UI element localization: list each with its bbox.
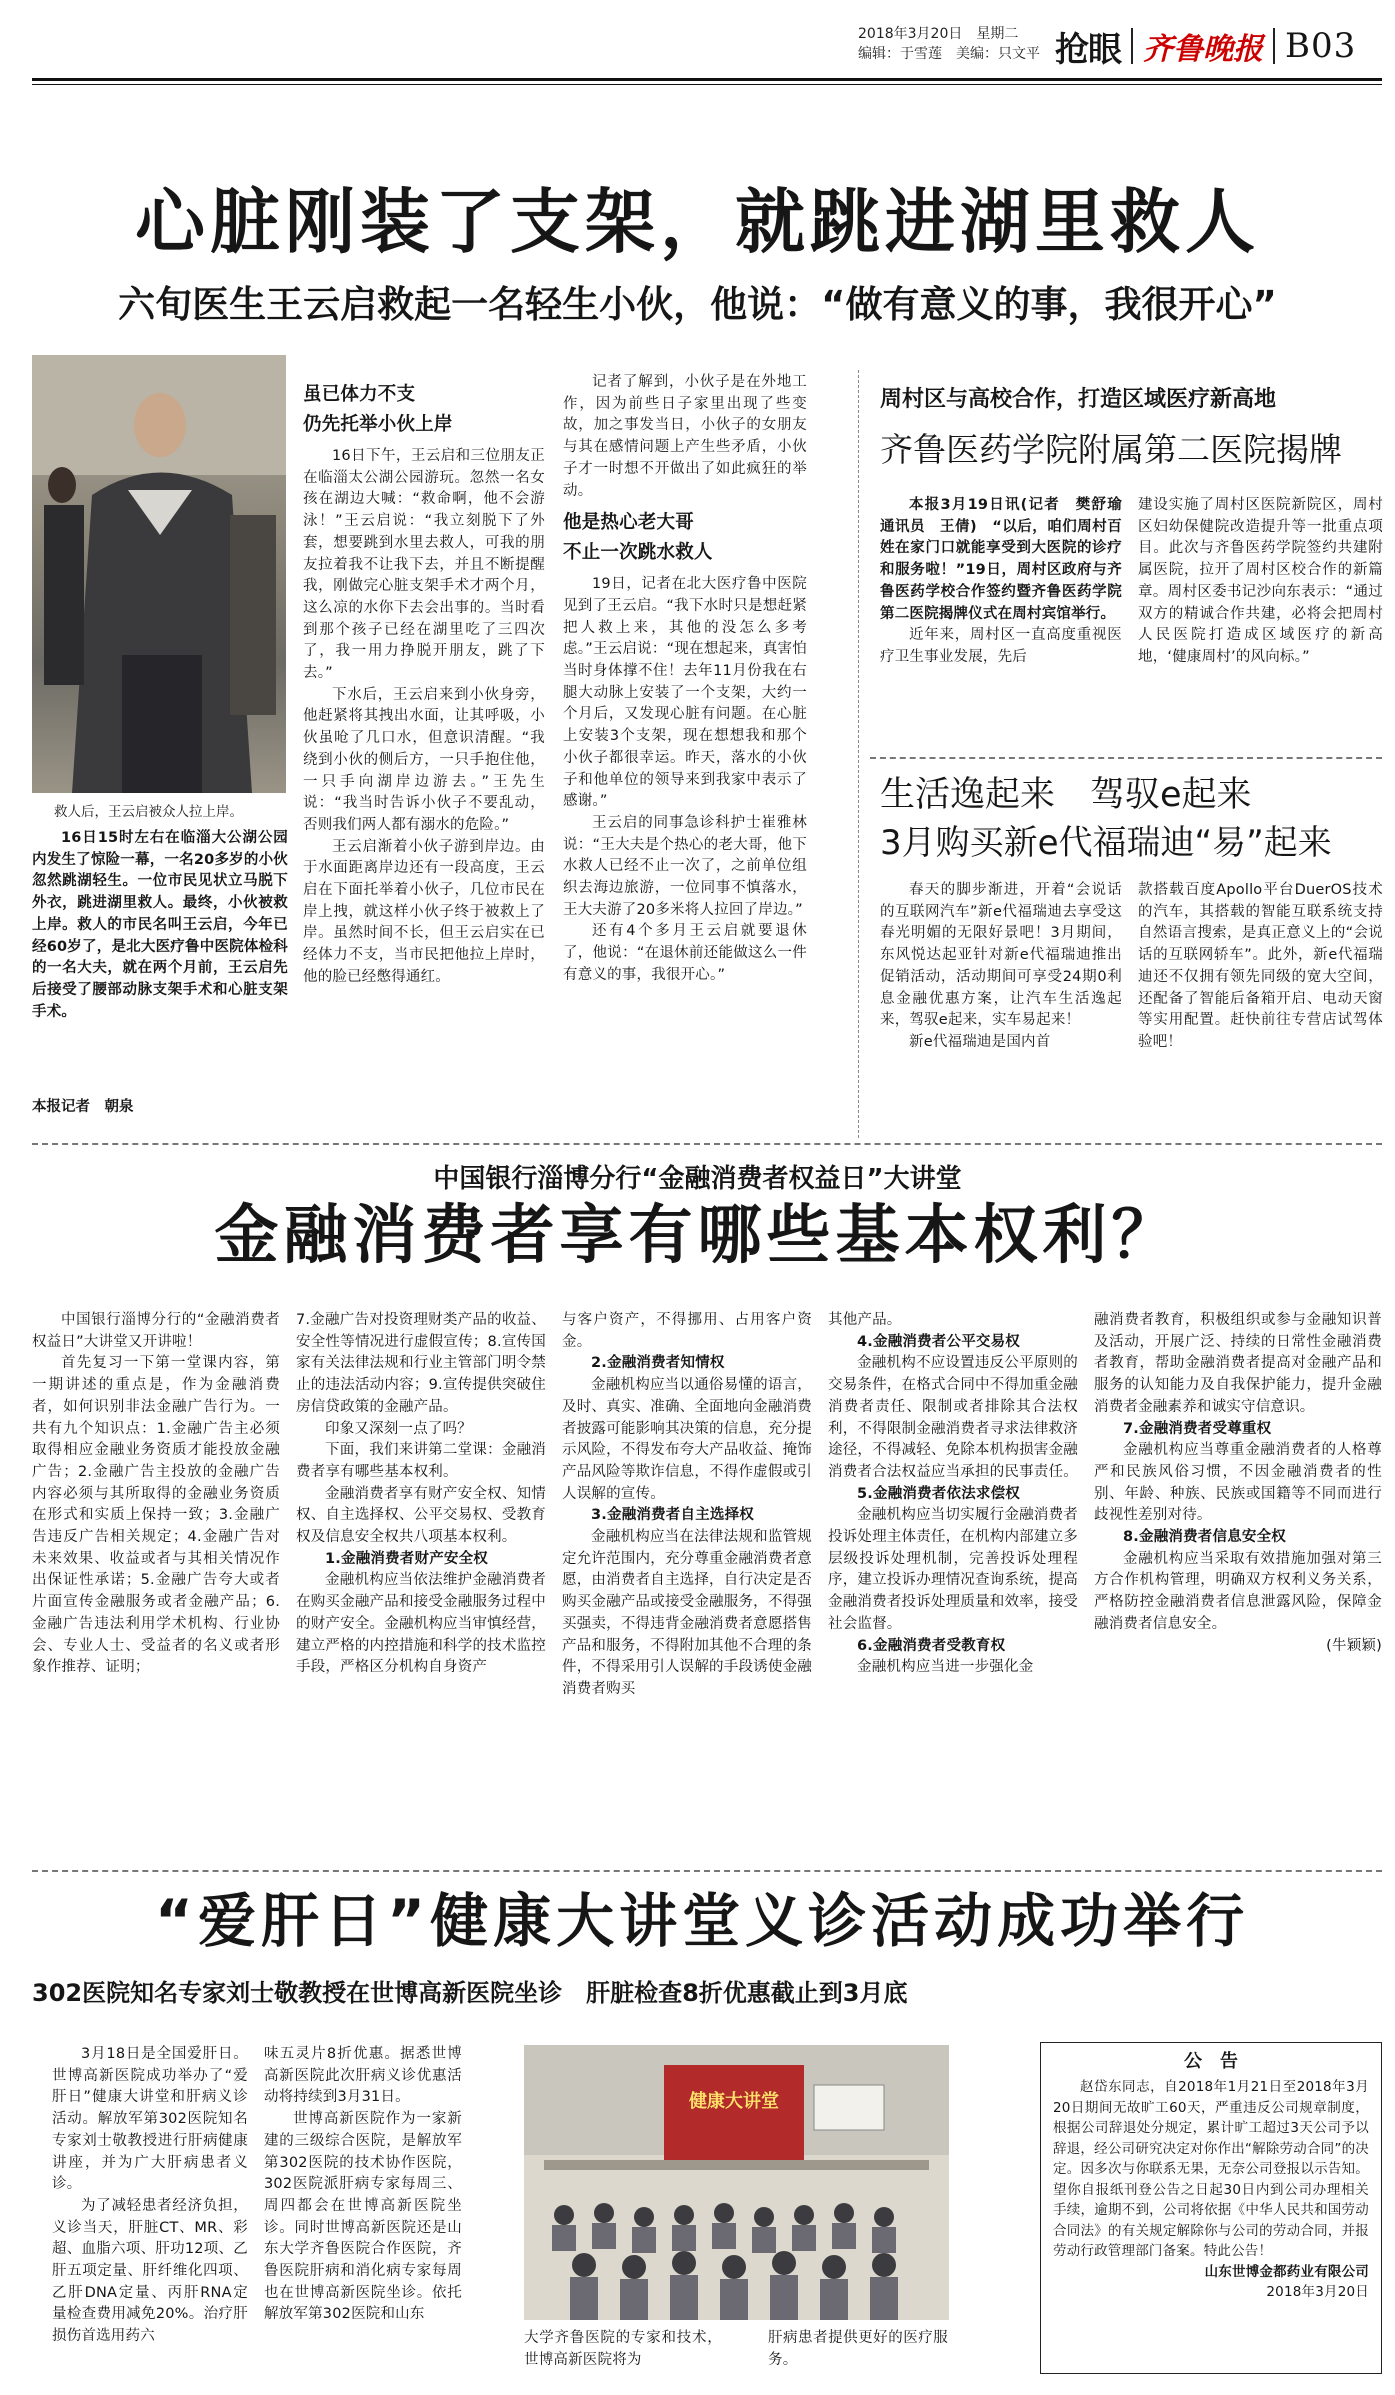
paragraph: 本报3月19日讯(记者 樊舒瑜 通讯员 王倩) “以后，咱们周村百姓在家门口就能享受到大医院的诊疗和服务啦！”19日，周村区政府与齐鲁医药学校合作签约暨齐鲁医药学院第二医院揭牌仪式在周村宾馆举行。	[880, 497, 1137, 622]
right-heading: 8.金融消费者信息安全权	[1123, 1529, 1286, 1546]
notice-title: 公 告	[1184, 2051, 1238, 2072]
paragraph: 味五灵片8折优惠。据悉世博高新医院此次肝病义诊优惠活动将持续到3月31日。	[264, 2046, 462, 2106]
paragraph: 金融机构应当进一步强化金	[857, 1659, 1034, 1676]
story1-byline: 本报记者 朝泉	[32, 1099, 134, 1115]
paragraph: 还有4个多月王云启就要退休了，他说：“在退休前还能做这么一件有意义的事，我很开心。”	[563, 923, 807, 983]
paragraph: 近年来，周村区一直高度重视医疗卫生事业发展，先后	[880, 627, 1122, 665]
story5-col2	[264, 2044, 462, 2326]
right-heading: 1.金融消费者财产安全权	[325, 1550, 488, 1567]
section-divider	[32, 1143, 1382, 1145]
story4-byline: (牛颖颖)	[1326, 1637, 1382, 1654]
paragraph: 王云启的同事急诊科护士崔雅林说：“王大夫是个热心的老大哥，他下水救人已经不止一次了，之前单位组织去海边旅游，一位同事不慎落水，王大夫游了20多米将人拉回了岸边。”	[563, 814, 807, 918]
story5-col4	[768, 2328, 948, 2371]
notice-company: 山东世博金都药业有限公司	[1204, 2263, 1369, 2280]
lecture-photo-illustration	[524, 2045, 949, 2320]
paragraph: 金融机构应当尊重金融消费者的人格尊严和民族风俗习惯，不因金融消费者的性别、年龄、种族、民族或国籍等不同而进行歧视性差别对待。	[1094, 1442, 1382, 1524]
paragraph: 春天的脚步渐进，开着“会说话的互联网汽车”新e代福瑞迪去享受这春光明媚的无限好景吧！3月期间，东风悦达起亚针对新e代福瑞迪推出促销活动，活动期间可享受24期0利息金融优惠方案，让汽车生活逸起来，驾驭e起来，实车易起来！	[880, 882, 1122, 1029]
header-masthead	[1055, 22, 1356, 70]
paragraph: 记者了解到，小伙子是在外地工作，因为前些日子家里出现了些变故，加之事发当日，小伙子的女朋友与其在感情问题上产生些矛盾，小伙子才一时想不开做出了如此疯狂的举动。	[563, 374, 807, 499]
paragraph: 新e代福瑞迪是国内首	[909, 1033, 1051, 1050]
paragraph: 款搭载百度Apollo平台DuerOS技术的汽车，其搭载的智能互联系统支持自然语言搜索，是真正意义上的“会说话的互联网轿车”。此外，新e代福瑞迪还不仅拥有领先同级的宽大空间，还配备了智能后备箱开启、电动天窗等实用配置。赶快前往专营店试驾体验吧！	[1138, 882, 1383, 1050]
banner-text: 健康大讲堂	[689, 2091, 779, 2112]
story1-headline: 心脏刚装了支架，就跳进湖里救人	[135, 180, 1260, 263]
page-number: B03	[1285, 26, 1357, 66]
paragraph: 融消费者教育，积极组织或参与金融知识普及活动，开展广泛、持续的日常性金融消费者教育，帮助金融消费者提高对金融产品和服务的认知能力及自我保护能力，提升金融消费者金融素养和诚实守信意识。	[1094, 1312, 1382, 1415]
story2-col-left	[880, 495, 1137, 669]
header-rule-thin	[32, 84, 1382, 85]
paragraph: 下水后，王云启来到小伙身旁，他赶紧将其拽出水面，让其呼吸，小伙虽呛了几口水，但意识清醒。“我绕到小伙的侧后方，一只手抱住他，一只手向湖岸边游去。”王先生说：“我当时告诉小伙子不要乱动，否则我们两人都有溺水的危险。”	[303, 686, 545, 833]
paragraph: 金融机构应当切实履行金融消费者投诉处理主体责任，在机构内部建立多层级投诉处理机制，完善投诉处理程序，建立投诉办理情况查询系统，提高金融消费者投诉处理质量和效率，接受社会监督。	[828, 1507, 1078, 1632]
notice-content	[1041, 2077, 1381, 2303]
right-heading: 5.金融消费者依法求偿权	[857, 1485, 1020, 1502]
notice-box	[1040, 2042, 1382, 2374]
story5-headline: “爱肝日”健康大讲堂义诊活动成功举行	[154, 1887, 1250, 1955]
section-name: 抢眼	[1055, 29, 1121, 70]
paragraph: 3月18日是全国爱肝日。世博高新医院成功举办了“爱肝日”健康大讲堂和肝病义诊活动。解放军第302医院知名专家刘士敬教授进行肝病健康讲座，并为广大肝病患者义诊。	[52, 2046, 248, 2193]
header-date: 2018年3月20日 星期二	[858, 26, 1019, 42]
story3-line1: 生活逸起来 驾驭e起来	[880, 775, 1252, 815]
section-divider	[870, 757, 1382, 759]
paragraph: 中国银行淄博分行的“金融消费者权益日”大讲堂又开讲啦！	[32, 1312, 280, 1350]
story2-title: 齐鲁医药学院附属第二医院揭牌	[880, 430, 1342, 469]
story4-col2	[296, 1310, 546, 1679]
notice-date: 2018年3月20日	[1266, 2284, 1369, 2300]
story2-kicker: 周村区与高校合作，打造区域医疗新高地	[880, 387, 1277, 412]
subhead-line: 他是热心老大哥	[563, 512, 694, 534]
paragraph: 为了减轻患者经济负担，义诊当天，肝脏CT、MR、彩超、血脂六项、肝功12项、乙肝五项定量、肝纤维化四项、乙肝DNA定量、丙肝RNA定量检查费用减免20%。治疗肝损伤首选用药六	[52, 2197, 248, 2345]
story3-line2: 3月购买新e代福瑞迪“易”起来	[880, 823, 1332, 863]
story5-col1	[52, 2044, 248, 2348]
paper-logo: 齐鲁晚报	[1143, 32, 1263, 67]
subhead-line: 虽已体力不支	[303, 384, 416, 405]
paragraph: 金融消费者享有财产安全权、知情权、自主选择权、公平交易权、受教育权及信息安全权共八项基本权利。	[296, 1485, 546, 1546]
lecture-photo	[524, 2045, 949, 2320]
header-divider	[1273, 28, 1275, 64]
story1-col2	[303, 380, 545, 989]
paragraph: 下面，我们来讲第二堂课：金融消费者享有哪些基本权利。	[296, 1442, 546, 1480]
paragraph: 19日，记者在北大医疗鲁中医院见到了王云启。“我下水时只是想赶紧把人救上来，其他的没怎么多考虑。”王云启说：“现在想起来，真害怕当时身体撑不住！去年11月份我在右腿大动脉上安装了一个支架，大约一个月后，又发现心脏有问题。在心脏上安装3个支架，现在想想我和那个小伙子都很幸运。昨天，落水的小伙子和他单位的领导来到我家中表示了感谢。”	[563, 576, 807, 810]
paragraph: 16日下午，王云启和三位朋友正在临淄太公湖公园游玩。忽然一名女孩在湖边大喊：“救命啊，他不会游泳！”王云启说：“我立刻脱下了外套，想要跳到水里去救人，可我的朋友拉着我不让我下去，并且不断提醒我，刚做完心脏支架手术才两个月，这么凉的水你下去会出事的。当时看到那个孩子已经在湖里吃了三四次了，我一用力挣脱开朋友，跳了下去。”	[303, 448, 545, 682]
header-divider	[1131, 28, 1133, 64]
paragraph: 大学齐鲁医院的专家和技术，世博高新医院将为	[524, 2330, 722, 2368]
paragraph: 世博高新医院作为一家新建的三级综合医院，是解放军第302医院的技术协作医院，302医院派肝病专家每周三、周四都会在世博高新医院坐诊。同时世博高新医院还是山东大学齐鲁医院合作医院，齐鲁医院肝病和消化病专家每周也在世博高新医院坐诊。依托解放军第302医院和山东	[264, 2111, 462, 2323]
paragraph: 首先复习一下第一堂课内容，第一期讲述的重点是，作为金融消费者，如何识别非法金融广告行为。一共有九个知识点：1.金融广告主必须取得相应金融业务资质才能投放金融广告；2.金融广告主投放的金融广告内容必须与其所取得的金融业务资质在形式和实质上保持一致；3.金融广告违反广告相关规定；4.金融广告对未来效果、收益或者与其相关情况作出保证性承诺；5.金融广告夸大或者片面宣传金融服务或者金融产品；6.金融广告违法利用学术机构、行业协会、专业人士、受益者的名义或者形象作推荐、证明；	[32, 1355, 280, 1676]
photo-caption: 救人后，王云启被众人拉上岸。	[54, 804, 243, 820]
subhead-line: 仍先托举小伙上岸	[303, 414, 453, 435]
notice-body: 赵岱东同志，自2018年1月21日至2018年3月20日期间无故旷工60天，严重违反公司规章制度，根据公司辞退处分规定，累计旷工超过3天公司予以辞退，经公司研究决定对你作出“解除劳动合同”的决定。因多次与你联系无果，无奈公司登报以示告知。望你自报纸刊登公告之日起30日内到公司办理相关手续，逾期不到，公司将依据《中华人民共和国劳动合同法》的有关规定解除你与公司的劳动合同，并报劳动行政管理部门备案。特此公告！	[1053, 2079, 1369, 2259]
rescue-photo	[32, 355, 286, 793]
paragraph: 其他产品。	[828, 1312, 902, 1328]
subhead-line: 不止一次跳水救人	[563, 542, 713, 564]
story5-col3	[524, 2328, 722, 2371]
column-separator	[858, 370, 859, 1138]
story4-col4	[828, 1310, 1078, 1679]
story4-col5	[1094, 1310, 1382, 1657]
story5-subheadline: 302医院知名专家刘士敬教授在世博高新医院坐诊 肝脏检查8折优惠截止到3月底	[32, 1979, 908, 2007]
paragraph: 建设实施了周村区医院新院区，周村区妇幼保健院改造提升等一批重点项目。此次与齐鲁医药学院签约共建附属医院，拉开了周村区校合作的新篇章。周村区委书记沙向东表示：“通过双方的精诚合作共建，必将会把周村人民医院打造成区域医疗的新高地，‘健康周村’的风向标。”	[1138, 497, 1383, 665]
right-heading: 2.金融消费者知情权	[591, 1355, 725, 1372]
right-heading: 7.金融消费者受尊重权	[1123, 1420, 1272, 1437]
paragraph: 王云启渐着小伙子游到岸边。由于水面距离岸边还有一段高度，王云启在下面托举着小伙子，几位市民在岸上拽，就这样小伙子终于被救上了岸。虽然时间不长，但王云启实在已经体力不支，当市民把他拉上岸时，他的脸已经憋得通红。	[303, 838, 545, 985]
right-heading: 4.金融消费者公平交易权	[857, 1333, 1020, 1350]
story4-col3	[562, 1310, 812, 1701]
story4-kicker: 中国银行淄博分行“金融消费者权益日”大讲堂	[433, 1164, 962, 1194]
right-heading: 3.金融消费者自主选择权	[591, 1507, 754, 1524]
section-divider	[32, 1870, 1382, 1872]
paragraph: 金融机构应当在法律法规和监管规定允许范围内，充分尊重金融消费者意愿，由消费者自主选择，自行决定是否购买金融产品或接受金融服务，不得强买强卖，不得违背金融消费者意愿搭售产品和服务，不得附加其他不合理的条件，不得采用引人误解的手段诱使金融消费者购买	[562, 1529, 812, 1697]
paragraph: 金融机构应当依法维护金融消费者在购买金融产品和接受金融服务过程中的财产安全。金融机构应当审慎经营，建立严格的内控措施和科学的技术监控手段，严格区分机构自身资产	[296, 1572, 546, 1676]
header-rule	[32, 78, 1382, 81]
header-date-block	[858, 24, 1040, 64]
story3-col-right	[1138, 880, 1383, 1054]
header-editors: 编辑：于雪莲 美编：只文平	[858, 46, 1040, 62]
right-heading: 6.金融消费者受教育权	[857, 1637, 1006, 1654]
story1-lead	[32, 828, 288, 1023]
story3-col-left	[880, 880, 1122, 1054]
story4-headline: 金融消费者享有哪些基本权利？	[214, 1198, 1181, 1273]
lead-paragraph: 16日15时左右在临淄大公湖公园内发生了惊险一幕，一名20多岁的小伙忽然跳湖轻生。一位市民见状立马脱下外衣，跳进湖里救人。最终，小伙被救上岸。救人的市民名叫王云启，今年已经60岁了，是北大医疗鲁中医院体检科的一名大夫，就在两个月前，王云启先后接受了腰部动脉支架手术和心脏支架手术。	[32, 830, 288, 1020]
story4-col1	[32, 1310, 280, 1679]
paragraph: 肝病患者提供更好的医疗服务。	[768, 2330, 948, 2368]
paragraph: 金融机构不应设置违反公平原则的交易条件，在格式合同中不得加重金融消费者责任、限制或者排除其合法权利，不得限制金融消费者寻求法律救济途径，不得减轻、免除本机构损害金融消费者合法权益应当承担的民事责任。	[828, 1355, 1078, 1480]
rescue-photo-illustration	[32, 355, 286, 793]
paragraph: 金融机构应当以通俗易懂的语言，及时、真实、准确、全面地向金融消费者披露可能影响其决策的信息，充分提示风险，不得发布夸大产品收益、掩饰产品风险等欺诈信息，不得作虚假或引人误解的宣传。	[562, 1377, 812, 1502]
paragraph: 7.金融广告对投资理财类产品的收益、安全性等情况进行虚假宣传；8.宣传国家有关法律法规和行业主管部门明令禁止的违法活动内容；9.宣传提供突破住房信贷政策的金融产品。	[296, 1312, 546, 1415]
story1-col3	[563, 372, 807, 987]
story2-col-right	[1138, 495, 1383, 669]
paragraph: 与客户资产，不得挪用、占用客户资金。	[562, 1312, 812, 1350]
paragraph: 印象又深刻一点了吗？	[325, 1420, 472, 1437]
story1-subheadline: 六旬医生王云启救起一名轻生小伙，他说：“做有意义的事，我很开心”	[118, 283, 1277, 326]
paragraph: 金融机构应当采取有效措施加强对第三方合作机构管理，明确双方权利义务关系，严格防控金融消费者信息泄露风险，保障金融消费者信息安全。	[1094, 1550, 1382, 1632]
